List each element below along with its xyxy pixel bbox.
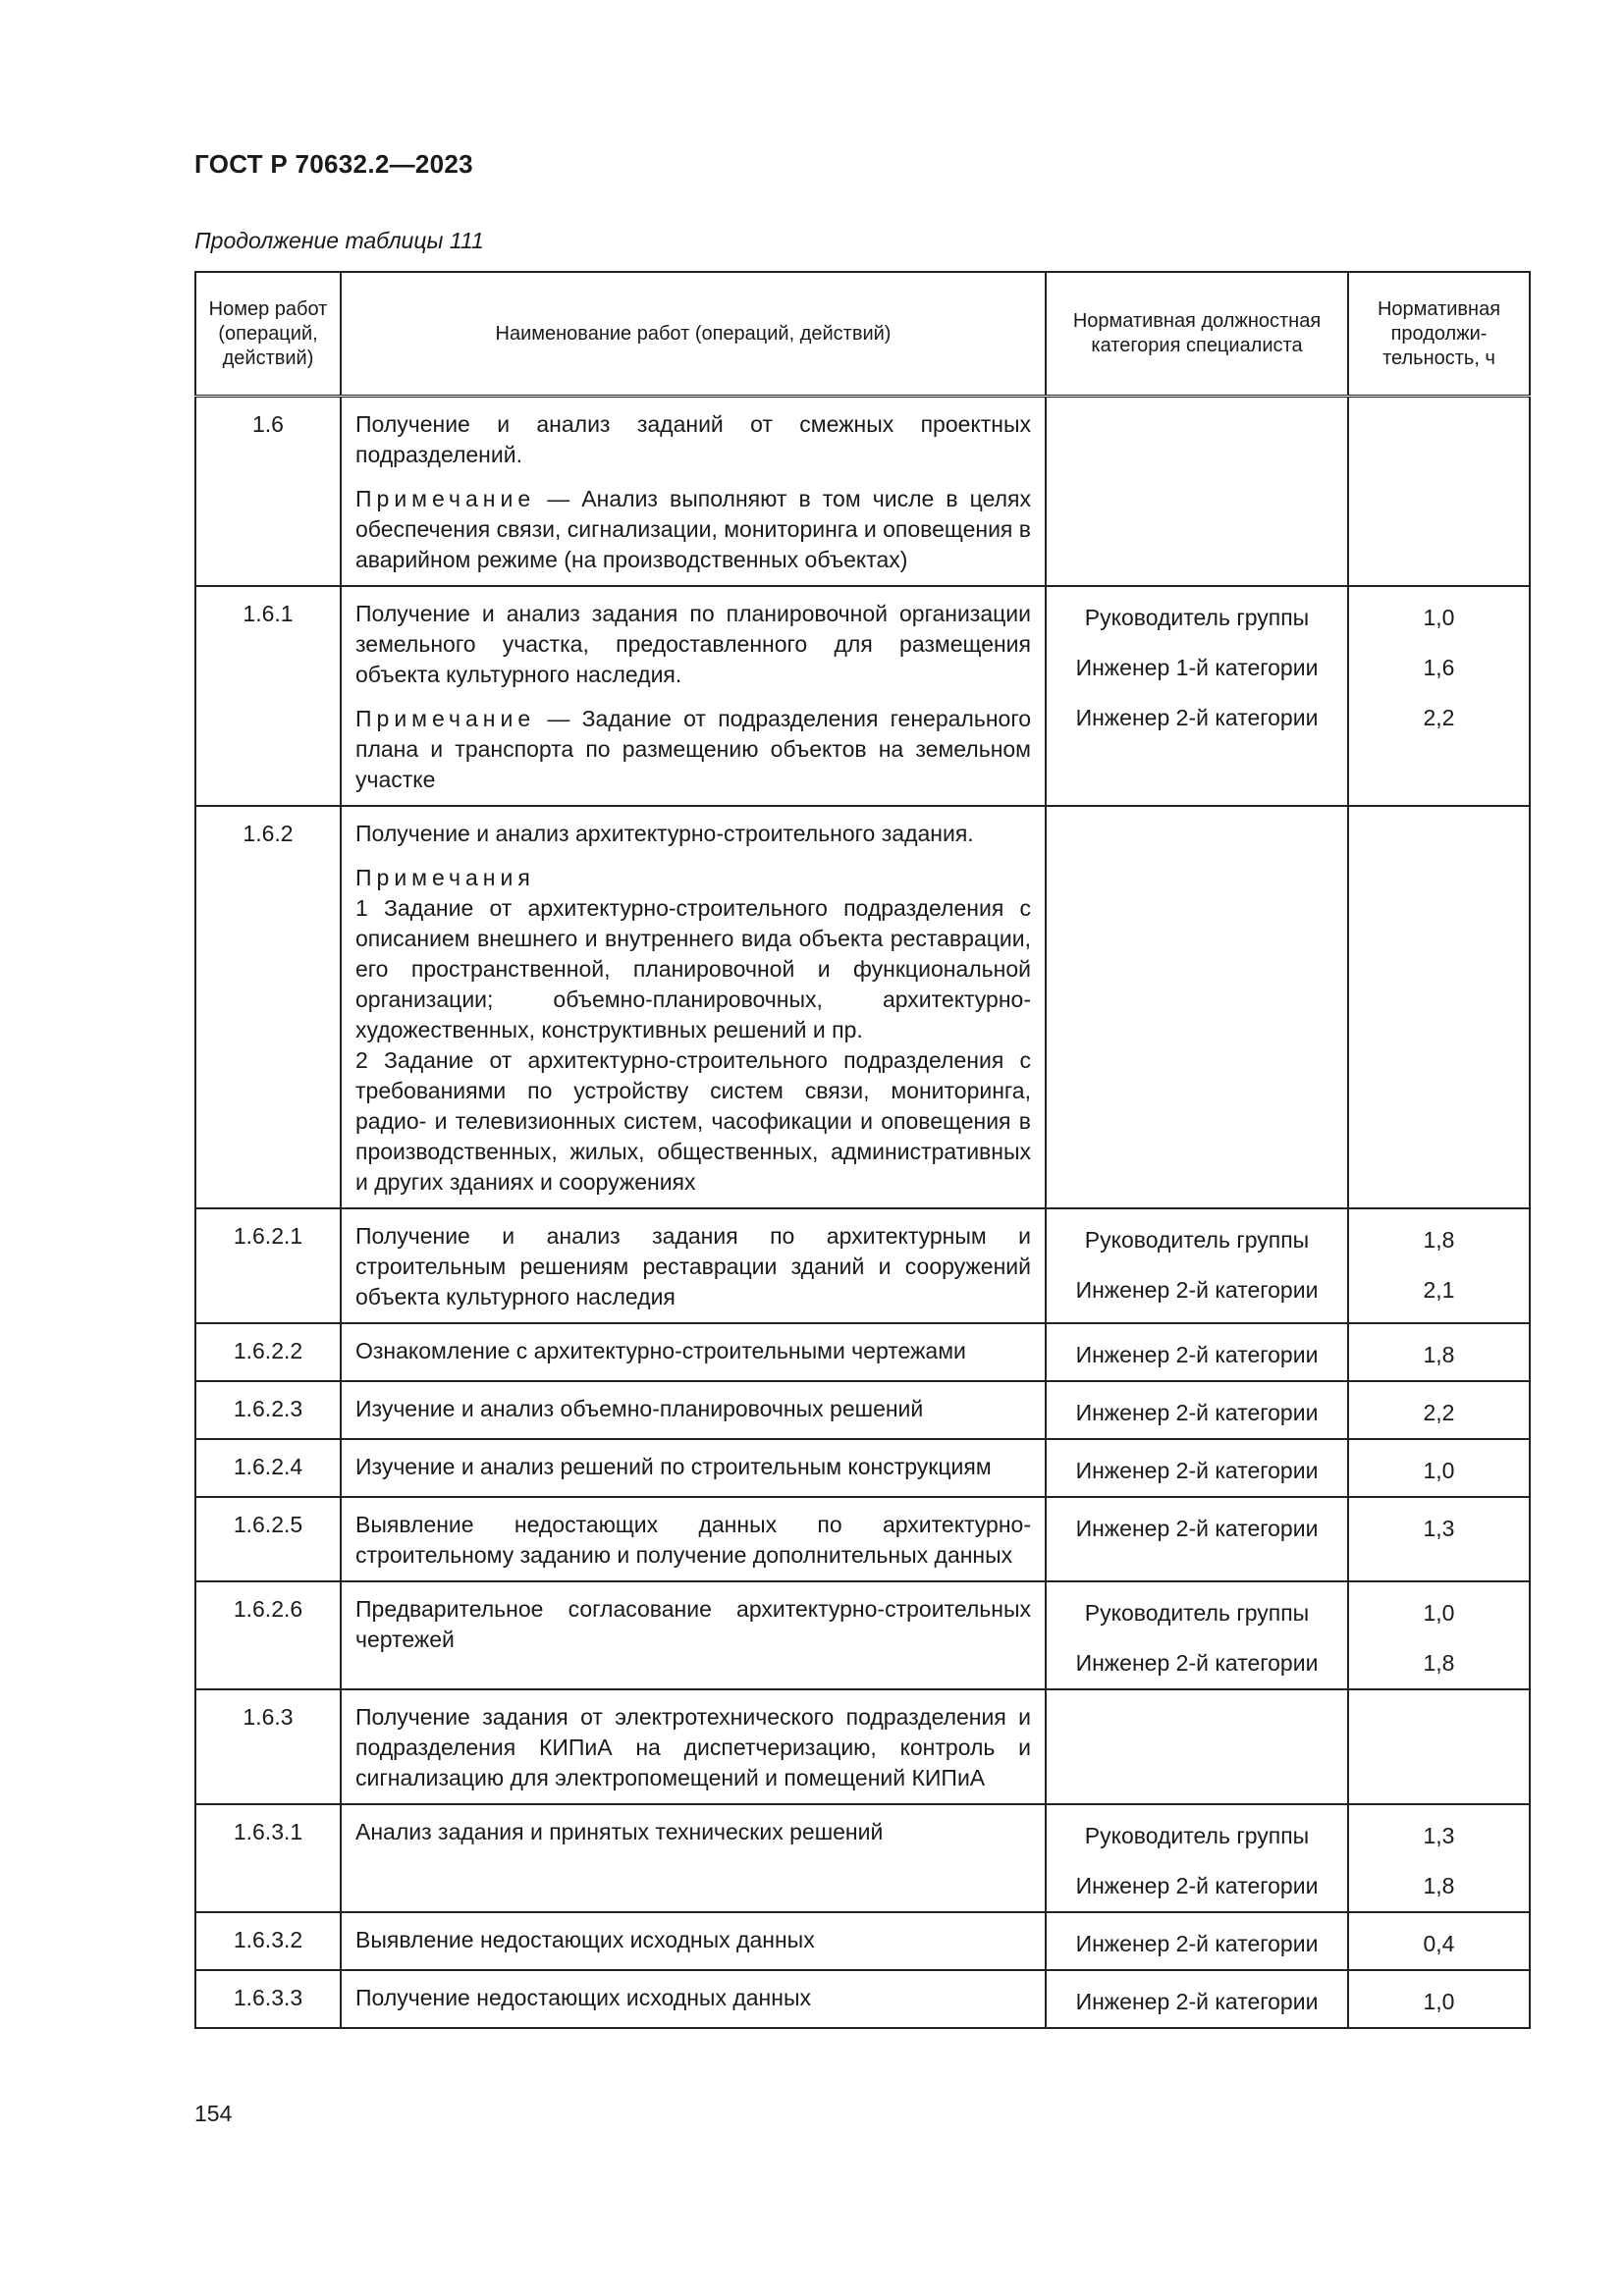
row-category [1046,1689,1348,1804]
row-name [341,1581,1046,1689]
document-code: ГОСТ Р 70632.2—2023 [194,149,473,179]
row-duration [1348,1497,1530,1581]
row-name-text: Ознакомление с архитектурно-строительными чертежами [355,1338,966,1363]
row-duration [1348,1381,1530,1439]
table-row [195,1439,1530,1497]
duration-line: 1,3 [1423,1516,1455,1541]
row-number: 1.6.2.2 [195,1323,341,1381]
row-category [1046,1323,1348,1381]
column-header-number: Номер работ (операций, действий) [195,272,341,397]
duration-line: 1,0 [1423,1458,1455,1483]
note-item: 2 Задание от архитектурно-строительного подразделения с требованиями по устройству систем связи, мониторинга, радио- и телевизионных систем, часофикации и оповещения в производственных, жилых, общественных, административных и других зданиях и сооружениях [355,1047,1031,1195]
row-name-text: Получение задания от электротехнического подразделения и подразделения КИПиА на диспетчеризацию, контроль и сигнализацию для электропомещений и помещений КИПиА [355,1704,1031,1790]
row-duration [1348,397,1530,587]
category-line: Инженер 2-й категории [1075,1458,1319,1483]
row-duration [1348,586,1530,806]
row-name [341,1970,1046,2028]
table-row [195,1323,1530,1381]
duration-line: 1,0 [1423,1989,1455,2014]
row-duration [1348,1439,1530,1497]
norms-table [194,271,1531,2029]
duration-line: 2,1 [1423,1277,1455,1303]
row-duration [1348,1689,1530,1804]
row-category [1046,1912,1348,1970]
row-name-text: Получение и анализ архитектурно-строительного задания. [355,821,974,846]
note-item: 1 Задание от архитектурно-строительного подразделения с описанием внешнего и внутреннего вида объекта реставрации, его пространственной, планировочной и функциональной организации; объемно-планировочных, архитектурно-художественных, конструктивных решений и пр. [355,895,1031,1042]
note-text: — Задание от подразделения генерального плана и транспорта по размещению объектов на земельном участке [355,706,1031,792]
category-line: Инженер 2-й категории [1075,705,1319,730]
category-line: Инженер 2-й категории [1075,1277,1319,1303]
row-name [341,1381,1046,1439]
row-number: 1.6.3.2 [195,1912,341,1970]
table-row [195,1689,1530,1804]
row-duration [1348,806,1530,1208]
row-note [355,704,1031,795]
row-name-text: Изучение и анализ объемно-планировочных решений [355,1396,924,1421]
category-line: Инженер 2-й категории [1075,1873,1319,1898]
note-label: Примечание [355,486,536,511]
note-label: Примечания [355,865,535,890]
row-number: 1.6.2.5 [195,1497,341,1581]
row-category [1046,1970,1348,2028]
row-name-text: Получение и анализ задания по планировочной организации земельного участка, предоставленного для размещения объекта культурного наследия. [355,601,1031,687]
table-row [195,1804,1530,1912]
row-name-text: Выявление недостающих данных по архитектурно-строительному заданию и получение дополнительных данных [355,1512,1031,1568]
duration-line: 2,2 [1423,1400,1455,1425]
row-category [1046,1208,1348,1323]
duration-line: 1,0 [1423,605,1455,630]
row-name-text: Предварительное согласование архитектурно-строительных чертежей [355,1596,1031,1652]
category-line: Инженер 1-й категории [1075,655,1319,680]
note-label: Примечание [355,706,536,731]
category-line: Руководитель группы [1084,1600,1310,1626]
duration-line: 1,8 [1423,1227,1455,1253]
row-number: 1.6.2 [195,806,341,1208]
row-duration [1348,1804,1530,1912]
row-category [1046,1381,1348,1439]
duration-line: 1,8 [1423,1650,1455,1676]
category-line: Инженер 2-й категории [1075,1516,1319,1541]
row-name-text: Анализ задания и принятых технических решений [355,1819,884,1844]
row-number: 1.6.1 [195,586,341,806]
row-name [341,1912,1046,1970]
column-header-category: Нормативная должностная категория специалиста [1046,272,1348,397]
row-number: 1.6.2.6 [195,1581,341,1689]
duration-line: 1,3 [1423,1823,1455,1848]
category-line: Инженер 2-й категории [1075,1342,1319,1367]
duration-line: 1,0 [1423,1600,1455,1626]
row-number: 1.6.2.3 [195,1381,341,1439]
table-caption: Продолжение таблицы 111 [194,228,484,253]
row-category [1046,586,1348,806]
row-category [1046,1497,1348,1581]
row-name [341,1497,1046,1581]
row-category [1046,1804,1348,1912]
row-number: 1.6.3.3 [195,1970,341,2028]
table-row [195,806,1530,1208]
category-line: Инженер 2-й категории [1075,1650,1319,1676]
row-number: 1.6.3 [195,1689,341,1804]
row-category [1046,1439,1348,1497]
duration-line: 0,4 [1423,1931,1455,1956]
category-line: Инженер 2-й категории [1075,1931,1319,1956]
row-name [341,397,1046,587]
column-header-name: Наименование работ (операций, действий) [341,272,1046,397]
row-category [1046,397,1348,587]
note-text: — Анализ выполняют в том числе в целях обеспечения связи, сигнализации, мониторинга и оповещения в аварийном режиме (на производственных объектах) [355,486,1031,572]
row-number: 1.6.2.4 [195,1439,341,1497]
table-row [195,397,1530,587]
category-line: Инженер 2-й категории [1075,1989,1319,2014]
row-name [341,1208,1046,1323]
row-number: 1.6.2.1 [195,1208,341,1323]
table-row [195,586,1530,806]
table-row [195,1381,1530,1439]
table-header-row [195,272,1530,397]
row-name [341,806,1046,1208]
row-note [355,863,1031,1198]
duration-line: 1,8 [1423,1873,1455,1898]
category-line: Руководитель группы [1084,605,1310,630]
category-line: Руководитель группы [1084,1823,1310,1848]
table-row [195,1970,1530,2028]
row-name [341,1323,1046,1381]
row-name-text: Выявление недостающих исходных данных [355,1927,815,1952]
row-category [1046,806,1348,1208]
table-row [195,1912,1530,1970]
page-number: 154 [194,2101,233,2126]
row-duration [1348,1912,1530,1970]
column-header-duration: Нормативная продолжи-тельность, ч [1348,272,1530,397]
row-name-text: Получение и анализ задания по архитектурным и строительным решениям реставрации зданий и сооружений объекта культурного наследия [355,1223,1031,1309]
category-line: Инженер 2-й категории [1075,1400,1319,1425]
duration-line: 1,8 [1423,1342,1455,1367]
row-name [341,1689,1046,1804]
row-name [341,1804,1046,1912]
table-row [195,1581,1530,1689]
row-name-text: Получение недостающих исходных данных [355,1985,811,2010]
category-line: Руководитель группы [1084,1227,1310,1253]
row-name-text: Изучение и анализ решений по строительным конструкциям [355,1454,992,1479]
row-number: 1.6.3.1 [195,1804,341,1912]
row-name [341,586,1046,806]
row-name [341,1439,1046,1497]
row-number: 1.6 [195,397,341,587]
row-category [1046,1581,1348,1689]
row-duration [1348,1323,1530,1381]
row-note [355,484,1031,575]
duration-line: 2,2 [1423,705,1455,730]
row-duration [1348,1581,1530,1689]
row-name-text: Получение и анализ заданий от смежных проектных подразделений. [355,411,1031,467]
row-duration [1348,1208,1530,1323]
duration-line: 1,6 [1423,655,1455,680]
row-duration [1348,1970,1530,2028]
table-row [195,1208,1530,1323]
table-row [195,1497,1530,1581]
